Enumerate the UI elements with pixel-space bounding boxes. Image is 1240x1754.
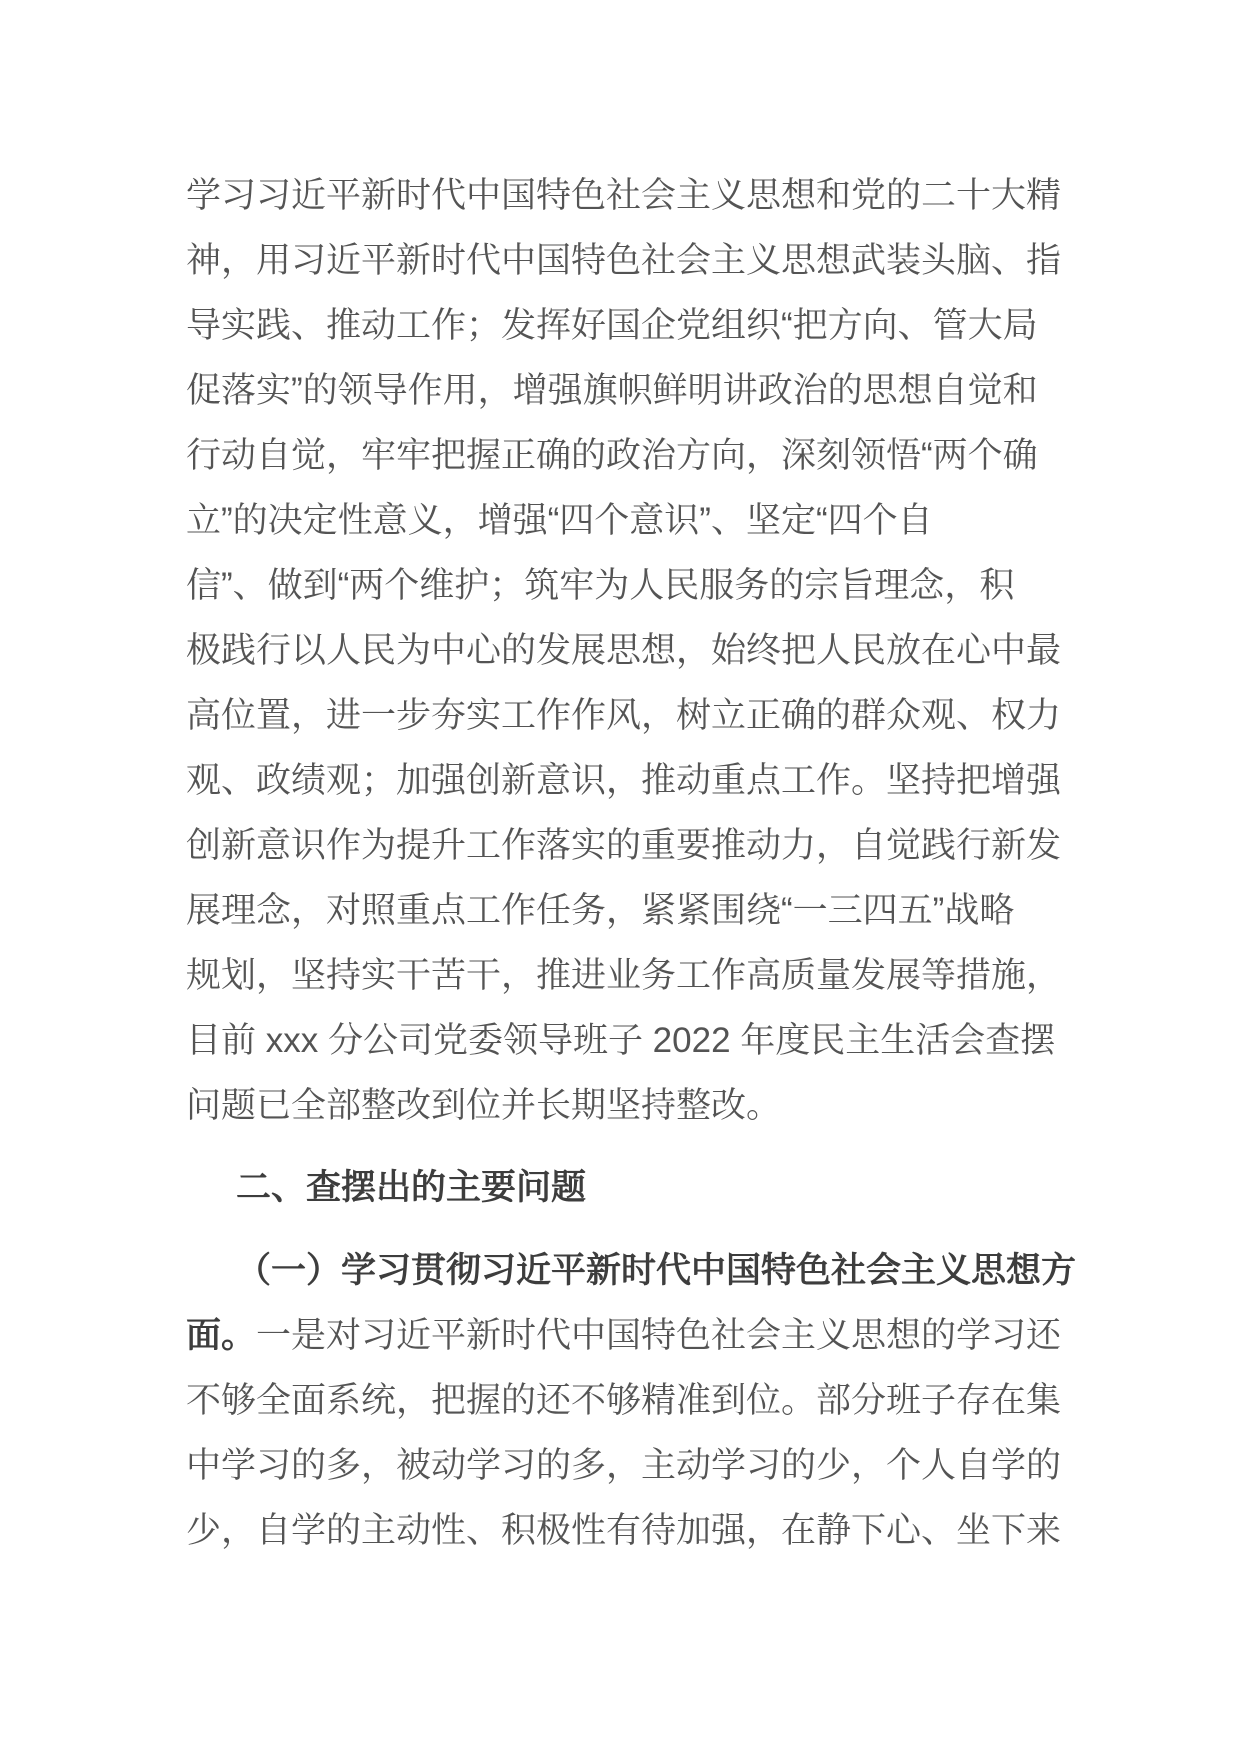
subsection-paragraph: [186, 1238, 1080, 1563]
text-line: 促落实”的领导作用，增强旗帜鲜明讲政治的思想自觉和: [186, 371, 1038, 410]
text-line: 少，自学的主动性、积极性有待加强，在静下心、坐下来: [186, 1511, 1062, 1550]
subsection-title-wrap-line: [186, 1303, 1080, 1368]
text-line: 信”、做到“两个维护；筑牢为人民服务的宗旨理念，积: [186, 566, 1015, 605]
text-line: 观、政绩观；加强创新意识，推动重点工作。坚持把增强: [186, 761, 1062, 800]
text-line: 学习习近平新时代中国特色社会主义思想和党的二十大精: [186, 176, 1062, 215]
paragraph-continuation: [186, 163, 1080, 1138]
section-heading: 二、查摆出的主要问题: [236, 1168, 587, 1207]
text-line: 规划，坚持实干苦干，推进业务工作高质量发展等措施，: [186, 956, 1062, 995]
text-line: 问题已全部整改到位并长期坚持整改。: [186, 1086, 782, 1125]
text-line: 中学习的多，被动学习的多，主动学习的少，个人自学的: [186, 1446, 1062, 1485]
text-line: 展理念，对照重点工作任务，紧紧围绕“一三四五”战略: [186, 891, 1015, 930]
title-bold-segment: 面。: [186, 1316, 257, 1355]
text-line: 高位置，进一步夯实工作作风，树立正确的群众观、权力: [186, 696, 1062, 735]
text-line: 目前 xxx 分公司党委领导班子 2022 年度民主生活会查摆: [186, 1021, 1056, 1060]
text-line: 极践行以人民为中心的发展思想，始终把人民放在心中最: [186, 631, 1062, 670]
subsection-title-line: （一）学习贯彻习近平新时代中国特色社会主义思想方: [236, 1251, 1077, 1290]
body-text-segment: 一是对习近平新时代中国特色社会主义思想的学习还: [256, 1316, 1062, 1355]
text-line: 不够全面系统，把握的还不够精准到位。部分班子存在集: [186, 1381, 1062, 1420]
text-line: 神，用习近平新时代中国特色社会主义思想武装头脑、指: [186, 241, 1062, 280]
text-line: 行动自觉，牢牢把握正确的政治方向，深刻领悟“两个确: [186, 436, 1038, 475]
text-line: 导实践、推动工作；发挥好国企党组织“把方向、管大局: [186, 306, 1038, 345]
text-line: 创新意识作为提升工作落实的重要推动力，自觉践行新发: [186, 826, 1062, 865]
text-line: 立”的决定性意义，增强“四个意识”、坚定“四个自: [186, 501, 933, 540]
